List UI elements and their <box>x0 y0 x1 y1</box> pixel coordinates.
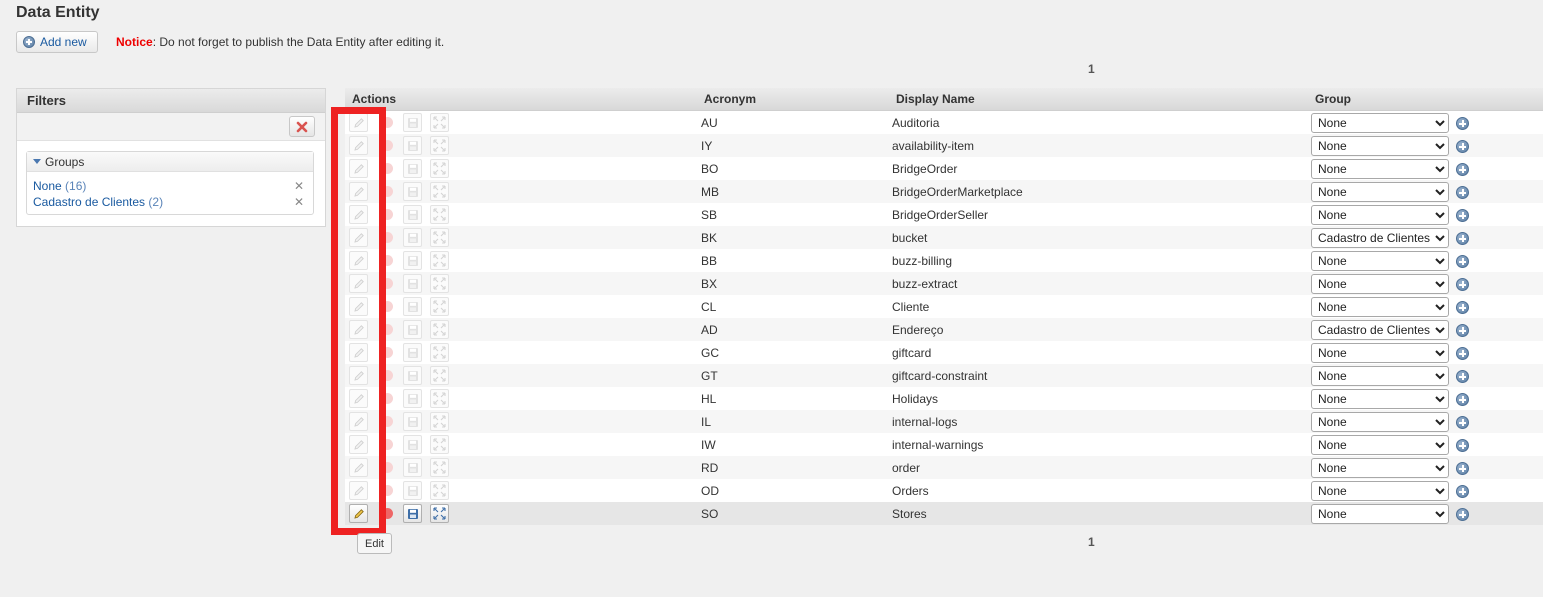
group-filter-link[interactable]: None <box>33 179 62 193</box>
group-filter-link[interactable]: Cadastro de Clientes <box>33 195 146 209</box>
acronym-cell: RD <box>701 461 719 475</box>
delete-icon[interactable] <box>382 140 393 151</box>
header-actions: Actions <box>352 92 397 106</box>
edit-button[interactable] <box>349 251 368 270</box>
delete-icon[interactable] <box>382 462 393 473</box>
save-button[interactable] <box>403 343 422 362</box>
edit-button[interactable] <box>349 182 368 201</box>
expand-icon <box>433 461 446 474</box>
display-name-cell: order <box>892 461 921 475</box>
close-x-icon <box>296 121 308 133</box>
table-row <box>345 341 1543 364</box>
save-icon <box>407 508 419 520</box>
save-button[interactable] <box>403 228 422 247</box>
save-button[interactable] <box>403 366 422 385</box>
plus-circle-icon <box>1456 140 1469 153</box>
expand-button[interactable] <box>430 366 449 385</box>
save-button[interactable] <box>403 113 422 132</box>
acronym-cell: CL <box>701 300 717 314</box>
expand-icon <box>433 208 446 221</box>
expand-button[interactable] <box>430 389 449 408</box>
save-icon <box>407 301 419 313</box>
plus-circle-icon <box>1456 485 1469 498</box>
edit-button[interactable] <box>349 458 368 477</box>
pencil-icon <box>353 140 365 152</box>
add-group-button[interactable] <box>1456 347 1469 360</box>
expand-button[interactable] <box>430 481 449 500</box>
display-name-cell: Auditoria <box>892 116 940 130</box>
group-select[interactable] <box>1311 366 1449 386</box>
pencil-icon <box>353 508 365 520</box>
groups-header[interactable] <box>27 152 313 172</box>
page-title: Data Entity <box>16 4 100 21</box>
remove-group-icon[interactable]: ✕ <box>293 195 304 209</box>
groups-title: Groups <box>45 154 85 169</box>
acronym-cell: BO <box>701 162 719 176</box>
display-name-cell: giftcard <box>892 346 932 360</box>
plus-circle-icon <box>23 36 35 48</box>
display-name-cell: BridgeOrderSeller <box>892 208 989 222</box>
group-select[interactable] <box>1311 228 1449 248</box>
edit-button[interactable] <box>349 113 368 132</box>
edit-button[interactable] <box>349 297 368 316</box>
expand-button[interactable] <box>430 205 449 224</box>
delete-icon[interactable] <box>382 117 393 128</box>
display-name-cell: availability-item <box>892 139 975 153</box>
save-button[interactable] <box>403 504 422 523</box>
remove-group-icon[interactable]: ✕ <box>293 179 304 193</box>
expand-button[interactable] <box>430 251 449 270</box>
delete-icon[interactable] <box>382 370 393 381</box>
table-row <box>345 456 1543 479</box>
expand-button[interactable] <box>430 159 449 178</box>
add-group-button[interactable] <box>1456 416 1469 429</box>
add-group-button[interactable] <box>1456 508 1469 521</box>
table-row <box>345 272 1543 295</box>
add-group-button[interactable] <box>1456 186 1469 199</box>
save-icon <box>407 209 419 221</box>
plus-circle-icon <box>1456 232 1469 245</box>
add-group-button[interactable] <box>1456 301 1469 314</box>
save-icon <box>407 393 419 405</box>
save-button[interactable] <box>403 458 422 477</box>
groups-filter <box>26 151 314 215</box>
pager-bottom[interactable]: 1 <box>1088 535 1095 549</box>
plus-circle-icon <box>1456 186 1469 199</box>
save-icon <box>407 439 419 451</box>
triangle-down-icon <box>33 159 41 164</box>
acronym-cell: AU <box>701 116 718 130</box>
expand-button[interactable] <box>430 274 449 293</box>
plus-circle-icon <box>1456 462 1469 475</box>
group-select[interactable] <box>1311 251 1449 271</box>
plus-circle-icon <box>1456 117 1469 130</box>
delete-icon[interactable] <box>382 439 393 450</box>
pencil-icon <box>353 117 365 129</box>
table-row <box>345 157 1543 180</box>
group-select[interactable] <box>1311 159 1449 179</box>
expand-button[interactable] <box>430 458 449 477</box>
expand-button[interactable] <box>430 297 449 316</box>
header-acronym[interactable]: Acronym <box>704 92 757 106</box>
group-select[interactable] <box>1311 297 1449 317</box>
edit-button[interactable] <box>349 205 368 224</box>
notice-text: : Do not forget to publish the Data Entity after editing it. <box>152 35 445 49</box>
plus-circle-icon <box>1456 370 1469 383</box>
plus-circle-icon <box>1456 209 1469 222</box>
acronym-cell: OD <box>701 484 719 498</box>
group-filter-item[interactable] <box>27 178 313 194</box>
acronym-cell: SB <box>701 208 718 222</box>
plus-circle-icon <box>1456 508 1469 521</box>
expand-icon <box>433 392 446 405</box>
edit-button[interactable] <box>349 228 368 247</box>
plus-circle-icon <box>1456 255 1469 268</box>
expand-button[interactable] <box>430 320 449 339</box>
add-group-button[interactable] <box>1456 117 1469 130</box>
plus-circle-icon <box>1456 347 1469 360</box>
pager-top[interactable]: 1 <box>1088 62 1095 76</box>
expand-icon <box>433 231 446 244</box>
acronym-cell: BB <box>701 254 718 268</box>
group-select[interactable] <box>1311 389 1449 409</box>
group-select[interactable] <box>1311 412 1449 432</box>
table-row <box>345 111 1543 134</box>
delete-icon[interactable] <box>382 393 393 404</box>
acronym-cell: GT <box>701 369 718 383</box>
pencil-icon <box>353 370 365 382</box>
add-group-button[interactable] <box>1456 140 1469 153</box>
save-button[interactable] <box>403 435 422 454</box>
display-name-cell: bucket <box>892 231 928 245</box>
delete-icon[interactable] <box>382 163 393 174</box>
expand-icon <box>433 438 446 451</box>
edit-button[interactable] <box>349 320 368 339</box>
save-button[interactable] <box>403 389 422 408</box>
expand-button[interactable] <box>430 343 449 362</box>
display-name-cell: Orders <box>892 484 929 498</box>
display-name-cell: Cliente <box>892 300 930 314</box>
edit-button[interactable] <box>349 435 368 454</box>
plus-circle-icon <box>1456 278 1469 291</box>
pencil-icon <box>353 301 365 313</box>
edit-button[interactable] <box>349 412 368 431</box>
acronym-cell: IW <box>701 438 716 452</box>
table-row <box>345 433 1543 456</box>
group-filter-count: (2) <box>148 195 164 209</box>
save-button[interactable] <box>403 205 422 224</box>
edit-button[interactable] <box>349 481 368 500</box>
table-row <box>345 295 1543 318</box>
delete-icon[interactable] <box>382 186 393 197</box>
save-icon <box>407 485 419 497</box>
acronym-cell: IY <box>701 139 713 153</box>
edit-button[interactable] <box>349 274 368 293</box>
plus-circle-icon <box>1456 324 1469 337</box>
filters-toolbar <box>17 113 325 141</box>
display-name-cell: internal-logs <box>892 415 958 429</box>
delete-icon[interactable] <box>382 232 393 243</box>
pencil-icon <box>353 209 365 221</box>
expand-icon <box>433 369 446 382</box>
save-icon <box>407 416 419 428</box>
table-row <box>345 226 1543 249</box>
add-group-button[interactable] <box>1456 485 1469 498</box>
acronym-cell: GC <box>701 346 719 360</box>
edit-button[interactable] <box>349 159 368 178</box>
save-button[interactable] <box>403 481 422 500</box>
delete-icon[interactable] <box>382 508 393 519</box>
save-icon <box>407 117 419 129</box>
group-select[interactable] <box>1311 205 1449 225</box>
display-name-cell: buzz-extract <box>892 277 958 291</box>
group-select[interactable] <box>1311 113 1449 133</box>
save-icon <box>407 255 419 267</box>
plus-circle-icon <box>1456 393 1469 406</box>
group-filter-item[interactable] <box>27 194 313 210</box>
pencil-icon <box>353 186 365 198</box>
plus-circle-icon <box>1456 301 1469 314</box>
group-select[interactable] <box>1311 182 1449 202</box>
group-select[interactable] <box>1311 136 1449 156</box>
expand-icon <box>433 415 446 428</box>
edit-button[interactable] <box>349 389 368 408</box>
expand-button[interactable] <box>430 136 449 155</box>
group-select[interactable] <box>1311 481 1449 501</box>
display-name-cell: giftcard-constraint <box>892 369 988 383</box>
expand-icon <box>433 162 446 175</box>
table-row <box>345 387 1543 410</box>
acronym-cell: BK <box>701 231 718 245</box>
expand-icon <box>433 507 446 520</box>
edit-button[interactable] <box>349 504 368 523</box>
expand-icon <box>433 323 446 336</box>
save-button[interactable] <box>403 412 422 431</box>
table-row <box>345 364 1543 387</box>
group-select[interactable] <box>1311 458 1449 478</box>
grid-header <box>345 88 1543 111</box>
group-filter-count: (16) <box>65 179 87 193</box>
delete-icon[interactable] <box>382 416 393 427</box>
table-row <box>345 502 1543 525</box>
pencil-icon <box>353 347 365 359</box>
expand-icon <box>433 254 446 267</box>
delete-icon[interactable] <box>382 209 393 220</box>
pencil-icon <box>353 439 365 451</box>
pencil-icon <box>353 462 365 474</box>
edit-button[interactable] <box>349 136 368 155</box>
display-name-cell: Stores <box>892 507 927 521</box>
save-button[interactable] <box>403 159 422 178</box>
header-group[interactable]: Group <box>1315 92 1351 106</box>
data-entity-grid <box>345 88 1543 525</box>
delete-icon[interactable] <box>382 324 393 335</box>
save-icon <box>407 278 419 290</box>
table-row <box>345 180 1543 203</box>
acronym-cell: MB <box>701 185 719 199</box>
pencil-icon <box>353 416 365 428</box>
display-name-cell: internal-warnings <box>892 438 984 452</box>
add-group-button[interactable] <box>1456 163 1469 176</box>
table-row <box>345 203 1543 226</box>
save-button[interactable] <box>403 251 422 270</box>
edit-tooltip: Edit <box>357 533 392 554</box>
add-group-button[interactable] <box>1456 278 1469 291</box>
add-group-button[interactable] <box>1456 462 1469 475</box>
edit-button[interactable] <box>349 343 368 362</box>
expand-button[interactable] <box>430 412 449 431</box>
save-button[interactable] <box>403 320 422 339</box>
table-row <box>345 410 1543 433</box>
save-button[interactable] <box>403 297 422 316</box>
expand-button[interactable] <box>430 504 449 523</box>
table-row <box>345 479 1543 502</box>
table-row <box>345 249 1543 272</box>
group-select[interactable] <box>1311 274 1449 294</box>
acronym-cell: IL <box>701 415 712 429</box>
pencil-icon <box>353 324 365 336</box>
group-select[interactable] <box>1311 343 1449 363</box>
display-name-cell: BridgeOrderMarketplace <box>892 185 1023 199</box>
acronym-cell: AD <box>701 323 718 337</box>
display-name-cell: Endereço <box>892 323 944 337</box>
table-row <box>345 134 1543 157</box>
add-group-button[interactable] <box>1456 439 1469 452</box>
save-button[interactable] <box>403 182 422 201</box>
save-icon <box>407 163 419 175</box>
acronym-cell: SO <box>701 507 719 521</box>
delete-icon[interactable] <box>382 255 393 266</box>
save-icon <box>407 186 419 198</box>
expand-button[interactable] <box>430 113 449 132</box>
delete-icon[interactable] <box>382 347 393 358</box>
group-select[interactable] <box>1311 320 1449 340</box>
group-select[interactable] <box>1311 504 1449 524</box>
save-icon <box>407 232 419 244</box>
expand-icon <box>433 484 446 497</box>
pencil-icon <box>353 485 365 497</box>
expand-button[interactable] <box>430 182 449 201</box>
edit-button[interactable] <box>349 366 368 385</box>
add-new-button[interactable] <box>16 31 98 53</box>
acronym-cell: HL <box>701 392 717 406</box>
save-icon <box>407 347 419 359</box>
expand-button[interactable] <box>430 435 449 454</box>
table-row <box>345 318 1543 341</box>
pencil-icon <box>353 232 365 244</box>
notice-label: Notice <box>116 35 153 49</box>
add-group-button[interactable] <box>1456 324 1469 337</box>
acronym-cell: BX <box>701 277 718 291</box>
delete-icon[interactable] <box>382 278 393 289</box>
plus-circle-icon <box>1456 416 1469 429</box>
pencil-icon <box>353 393 365 405</box>
display-name-cell: BridgeOrder <box>892 162 958 176</box>
save-icon <box>407 462 419 474</box>
pencil-icon <box>353 255 365 267</box>
add-group-button[interactable] <box>1456 255 1469 268</box>
expand-icon <box>433 277 446 290</box>
header-display-name[interactable]: Display Name <box>896 92 975 106</box>
expand-button[interactable] <box>430 228 449 247</box>
save-icon <box>407 324 419 336</box>
add-group-button[interactable] <box>1456 370 1469 383</box>
save-icon <box>407 370 419 382</box>
add-group-button[interactable] <box>1456 393 1469 406</box>
delete-icon[interactable] <box>382 485 393 496</box>
delete-icon[interactable] <box>382 301 393 312</box>
pencil-icon <box>353 163 365 175</box>
pencil-icon <box>353 278 365 290</box>
save-icon <box>407 140 419 152</box>
group-select[interactable] <box>1311 435 1449 455</box>
add-group-button[interactable] <box>1456 232 1469 245</box>
expand-icon <box>433 346 446 359</box>
plus-circle-icon <box>1456 163 1469 176</box>
expand-icon <box>433 116 446 129</box>
display-name-cell: buzz-billing <box>892 254 953 268</box>
expand-icon <box>433 185 446 198</box>
clear-filters-button[interactable] <box>289 116 315 137</box>
save-button[interactable] <box>403 136 422 155</box>
expand-icon <box>433 300 446 313</box>
display-name-cell: Holidays <box>892 392 939 406</box>
notice-message <box>116 35 444 49</box>
add-new-label: Add new <box>40 35 87 49</box>
save-button[interactable] <box>403 274 422 293</box>
expand-icon <box>433 139 446 152</box>
filters-title: Filters <box>17 89 325 113</box>
add-group-button[interactable] <box>1456 209 1469 222</box>
plus-circle-icon <box>1456 439 1469 452</box>
